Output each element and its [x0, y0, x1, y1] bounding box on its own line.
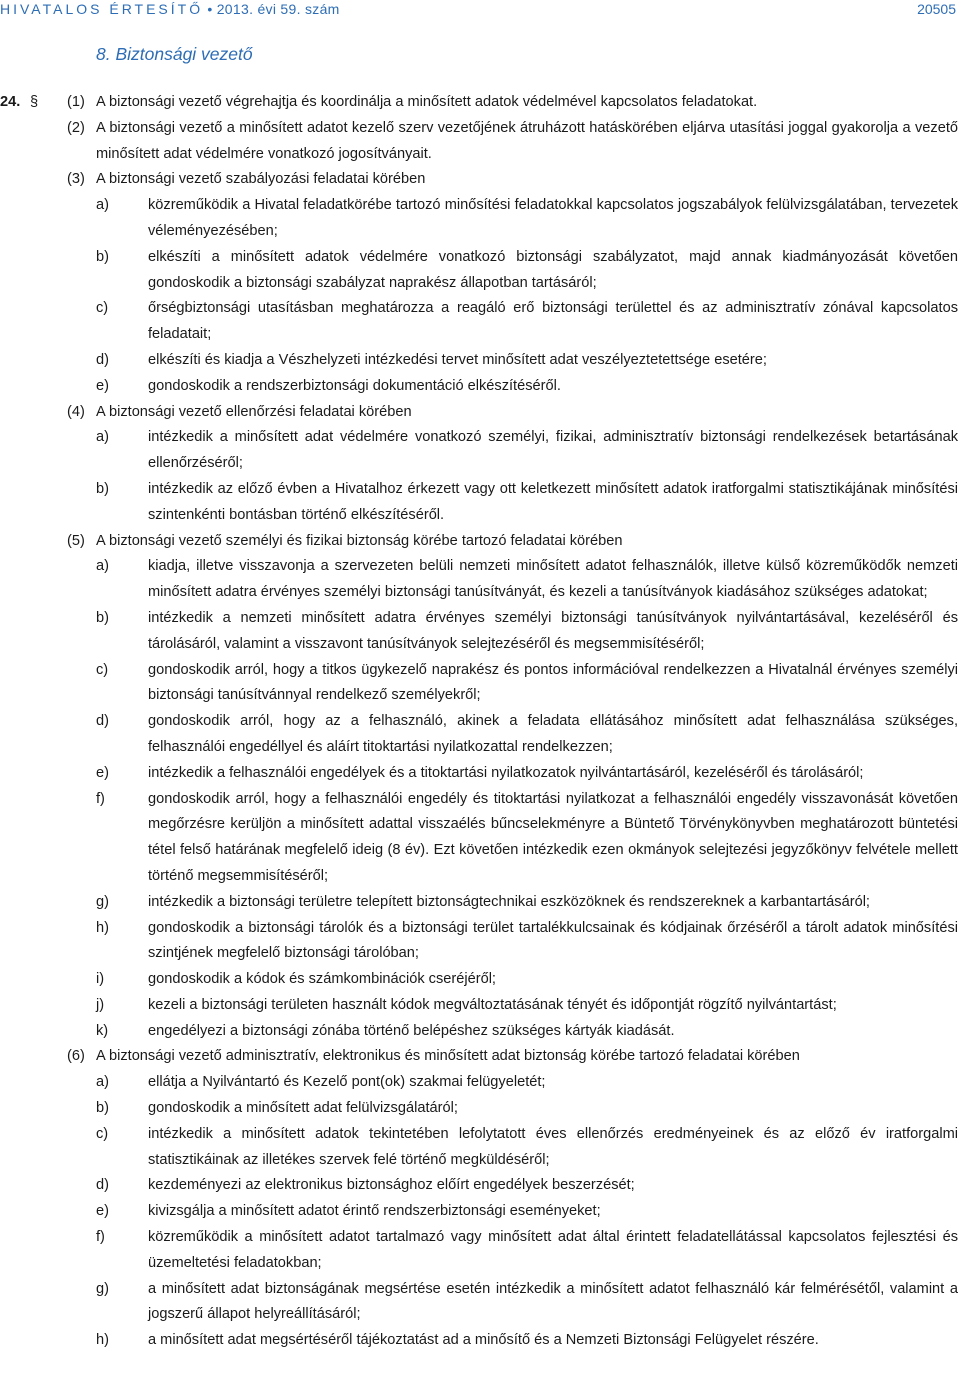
- item-letter: h): [96, 1332, 109, 1349]
- item-text: gondoskodik arról, hogy a felhasználói engedély és titoktartási nyilatkozat a felhasználói engedély visszavonását követően megőrzésre kerüljön a minősített adattal visszaélés bűncselekményre a Büntető Törvénykönyvben meghatározott büntetési tétel felső határának megfelelő ideig (8 év). Ezt követően intézkedik ezen okmányok selejtezési jegyzőkönyv felvétele mellett történő megsemmisítéséről;: [148, 790, 958, 884]
- paragraph-4: [0, 400, 958, 426]
- list-item: [0, 606, 958, 658]
- list-item: [0, 1122, 958, 1174]
- item-letter: f): [96, 1229, 105, 1246]
- item-text: gondoskodik arról, hogy a titkos ügykezelő naprakész és pontos információval rendelkezzen a Hivatalnál érvényes személyi biztonsági tanúsítvánnyal rendelkező személyekről;: [148, 661, 958, 704]
- list-item: [0, 890, 958, 916]
- item-letter: e): [96, 377, 109, 394]
- list-item: [0, 658, 958, 710]
- page-header: [0, 0, 960, 20]
- item-text: intézkedik a felhasználói engedélyek és a titoktartási nyilatkozatok nyilvántartásáról, kezeléséről és tárolásáról;: [148, 764, 864, 781]
- paragraph-text: A biztonsági vezető a minősített adatot kezelő szerv vezetőjének átruházott hatáskörében eljárva utasítási joggal gyakorolja a vezető minősített adat védelmére vonatkozó jogosítványait.: [96, 119, 958, 162]
- paragraph-text: A biztonsági vezető végrehajtja és koordinálja a minősített adatok védelmével kapcsolatos feladatokat.: [96, 94, 758, 110]
- list-item: [0, 1277, 958, 1329]
- item-letter: a): [96, 429, 109, 446]
- item-text: őrségbiztonsági utasításban meghatározza a reagáló erő biztonsági területtel és az adminisztratív zónával kapcsolatos feladatait;: [148, 300, 958, 343]
- list-item: [0, 477, 958, 529]
- list-item: [0, 761, 958, 787]
- article-heading: [0, 90, 958, 116]
- item-letter: e): [96, 1203, 109, 1220]
- paragraph-text: A biztonsági vezető ellenőrzési feladatai körében: [96, 403, 412, 420]
- paragraph-number: (2): [67, 119, 85, 136]
- item-letter: c): [96, 661, 109, 678]
- item-text: engedélyezi a biztonsági zónába történő belépéshez szükséges kártyák kiadását.: [148, 1022, 675, 1039]
- article-number: 24.: [0, 94, 21, 110]
- item-text: gondoskodik arról, hogy az a felhasználó, akinek a feladata ellátásához minősített adat felhasználása szükséges, felhasználói engedéllyel és aláírt titoktartási nyilatkozattal rendelkezzen;: [148, 713, 958, 755]
- item-letter: i): [96, 971, 105, 988]
- list-item: [0, 374, 958, 400]
- list-item: [0, 296, 958, 348]
- item-letter: g): [96, 893, 109, 910]
- item-text: elkészíti a minősített adatok védelmére vonatkozó biztonsági szabályzatot, majd annak kiadmányozását követően gondoskodik a biztonsági szabályzat naprakész állapotban tartásáról;: [148, 248, 958, 291]
- paragraph-2: [0, 116, 958, 168]
- item-letter: a): [96, 1074, 109, 1091]
- list-item: [0, 1070, 958, 1096]
- paragraph-text: A biztonsági vezető adminisztratív, elektronikus és minősített adat biztonság körébe tartozó feladatai körében: [96, 1048, 800, 1065]
- item-text: közreműködik a Hivatal feladatkörébe tartozó minősítési feladatokkal kapcsolatos jogszabályok felülvizsgálatában, tervezetek véleményezésében;: [148, 197, 958, 239]
- item-letter: b): [96, 248, 109, 265]
- list-item: [0, 193, 958, 245]
- item-letter: c): [96, 300, 109, 317]
- paragraph-number: (4): [67, 403, 85, 420]
- item-text: kivizsgálja a minősített adatot érintő rendszerbiztonsági eseményeket;: [148, 1203, 601, 1220]
- list-item: [0, 787, 958, 890]
- item-letter: b): [96, 609, 109, 626]
- item-text: a minősített adat biztonságának megsértése esetén intézkedik a minősített adatot felhasználó kár felmérésétől, valamint a jogszerű állapot helyreállításáról;: [148, 1280, 958, 1323]
- item-text: kiadja, illetve visszavonja a szervezeten belüli nemzeti minősített adatot felhasználók, illetve külső közreműködők nemzeti minősített adatra érvényes személyi biztonsági tanúsítványát, és kezeli a tanúsítványok kiadásához szükséges adatokat;: [148, 558, 958, 601]
- list-item: [0, 1199, 958, 1225]
- item-text: a minősített adat megsértéséről tájékoztatást ad a minősítő és a Nemzeti Biztonsági Felügyelet részére.: [148, 1332, 819, 1349]
- paragraph-5: [0, 529, 958, 555]
- item-letter: b): [96, 1100, 109, 1117]
- paragraph-number: (5): [67, 532, 85, 549]
- item-letter: a): [96, 197, 109, 214]
- paragraph-3: [0, 167, 958, 193]
- list-item: [0, 554, 958, 606]
- item-letter: h): [96, 919, 109, 936]
- item-letter: g): [96, 1280, 109, 1297]
- journal-title: HIVATALOS ÉRTESÍTŐ: [0, 1, 204, 17]
- item-text: gondoskodik a minősített adat felülvizsgálatáról;: [148, 1100, 458, 1117]
- header-journal-issue: [0, 0, 340, 18]
- list-item: [0, 1173, 958, 1199]
- item-letter: a): [96, 558, 109, 575]
- list-item: [0, 993, 958, 1019]
- item-text: gondoskodik a kódok és számkombinációk cseréjéről;: [148, 971, 496, 988]
- item-text: gondoskodik a biztonsági tárolók és a biztonsági terület tartalékkulcsainak és kódjainak őrzéséről a tárolt adatok minősítési szintjének megfelelő biztonsági tárolóban;: [148, 919, 958, 962]
- item-letter: b): [96, 480, 109, 497]
- list-item: [0, 1019, 958, 1045]
- item-text: intézkedik a minősített adat védelmére vonatkozó személyi, fizikai, adminisztratív biztonsági rendelkezések betartásának ellenőrzéséről;: [148, 429, 958, 472]
- list-item: [0, 916, 958, 968]
- item-letter: j): [96, 996, 105, 1013]
- item-text: közreműködik a minősített adatot tartalmazó vagy minősített adat által érintett feladatellátással kapcsolatos fejlesztési és üzemeltetési feladatokban;: [148, 1229, 958, 1271]
- item-text: ellátja a Nyilvántartó és Kezelő pont(ok) szakmai felügyeletét;: [148, 1074, 546, 1091]
- list-item: [0, 245, 958, 297]
- item-text: intézkedik a biztonsági területre telepített biztonságtechnikai eszközöknek és rendszereknek a karbantartásáról;: [148, 893, 870, 910]
- list-item: [0, 967, 958, 993]
- paragraph-number: (6): [67, 1048, 85, 1065]
- item-letter: d): [96, 1177, 109, 1194]
- item-letter: d): [96, 713, 109, 730]
- issue-label: 2013. évi 59. szám: [216, 1, 340, 17]
- paragraph-6: [0, 1044, 958, 1070]
- item-letter: f): [96, 790, 105, 807]
- paragraph-number: (3): [67, 171, 85, 188]
- item-letter: d): [96, 351, 109, 368]
- page-number: 20505: [917, 1, 956, 17]
- header-separator: •: [207, 1, 213, 17]
- list-item: [0, 1096, 958, 1122]
- paragraph-text: A biztonsági vezető szabályozási feladatai körében: [96, 171, 426, 188]
- section-sign: §: [30, 94, 39, 110]
- item-letter: e): [96, 764, 109, 781]
- section-title: 8. Biztonsági vezető: [96, 44, 253, 64]
- item-text: kezdeményezi az elektronikus biztonsághoz előírt engedélyek beszerzését;: [148, 1177, 635, 1194]
- paragraph-number: (1): [67, 94, 85, 110]
- item-text: intézkedik a nemzeti minősített adatra érvényes személyi biztonsági tanúsítványok nyilvántartásával, kezeléséről és tárolásáról, valamint a visszavont tanúsítványok selejtezéséről és megsemmisítéséről;: [148, 609, 958, 652]
- item-text: gondoskodik a rendszerbiztonsági dokumentáció elkészítéséről.: [148, 377, 561, 394]
- list-item: [0, 1225, 958, 1277]
- item-letter: k): [96, 1022, 109, 1039]
- list-item: [0, 709, 958, 761]
- paragraph-text: A biztonsági vezető személyi és fizikai biztonság körébe tartozó feladatai körében: [96, 532, 623, 549]
- item-text: elkészíti és kiadja a Vészhelyzeti intézkedési tervet minősített adat veszélyeztetettsége esetére;: [148, 351, 767, 368]
- item-letter: c): [96, 1125, 109, 1142]
- item-text: intézkedik a minősített adatok tekintetében lefolytatott éves ellenőrzés eredményeinek és az előző év iratforgalmi statisztikáinak az illetékes szervek felé történő megküldéséről;: [148, 1125, 958, 1168]
- list-item: [0, 425, 958, 477]
- list-item: [0, 348, 958, 374]
- article-body: [0, 90, 958, 1354]
- list-item: [0, 1328, 958, 1354]
- item-text: kezeli a biztonsági területen használt kódok megváltoztatásának tényét és időpontját rögzítő nyilvántartást;: [148, 996, 837, 1013]
- item-text: intézkedik az előző évben a Hivatalhoz érkezett vagy ott keletkezett minősített adatok iratforgalmi statisztikájának minősítési szintenkénti bontásban történő elkészítéséről.: [148, 480, 958, 523]
